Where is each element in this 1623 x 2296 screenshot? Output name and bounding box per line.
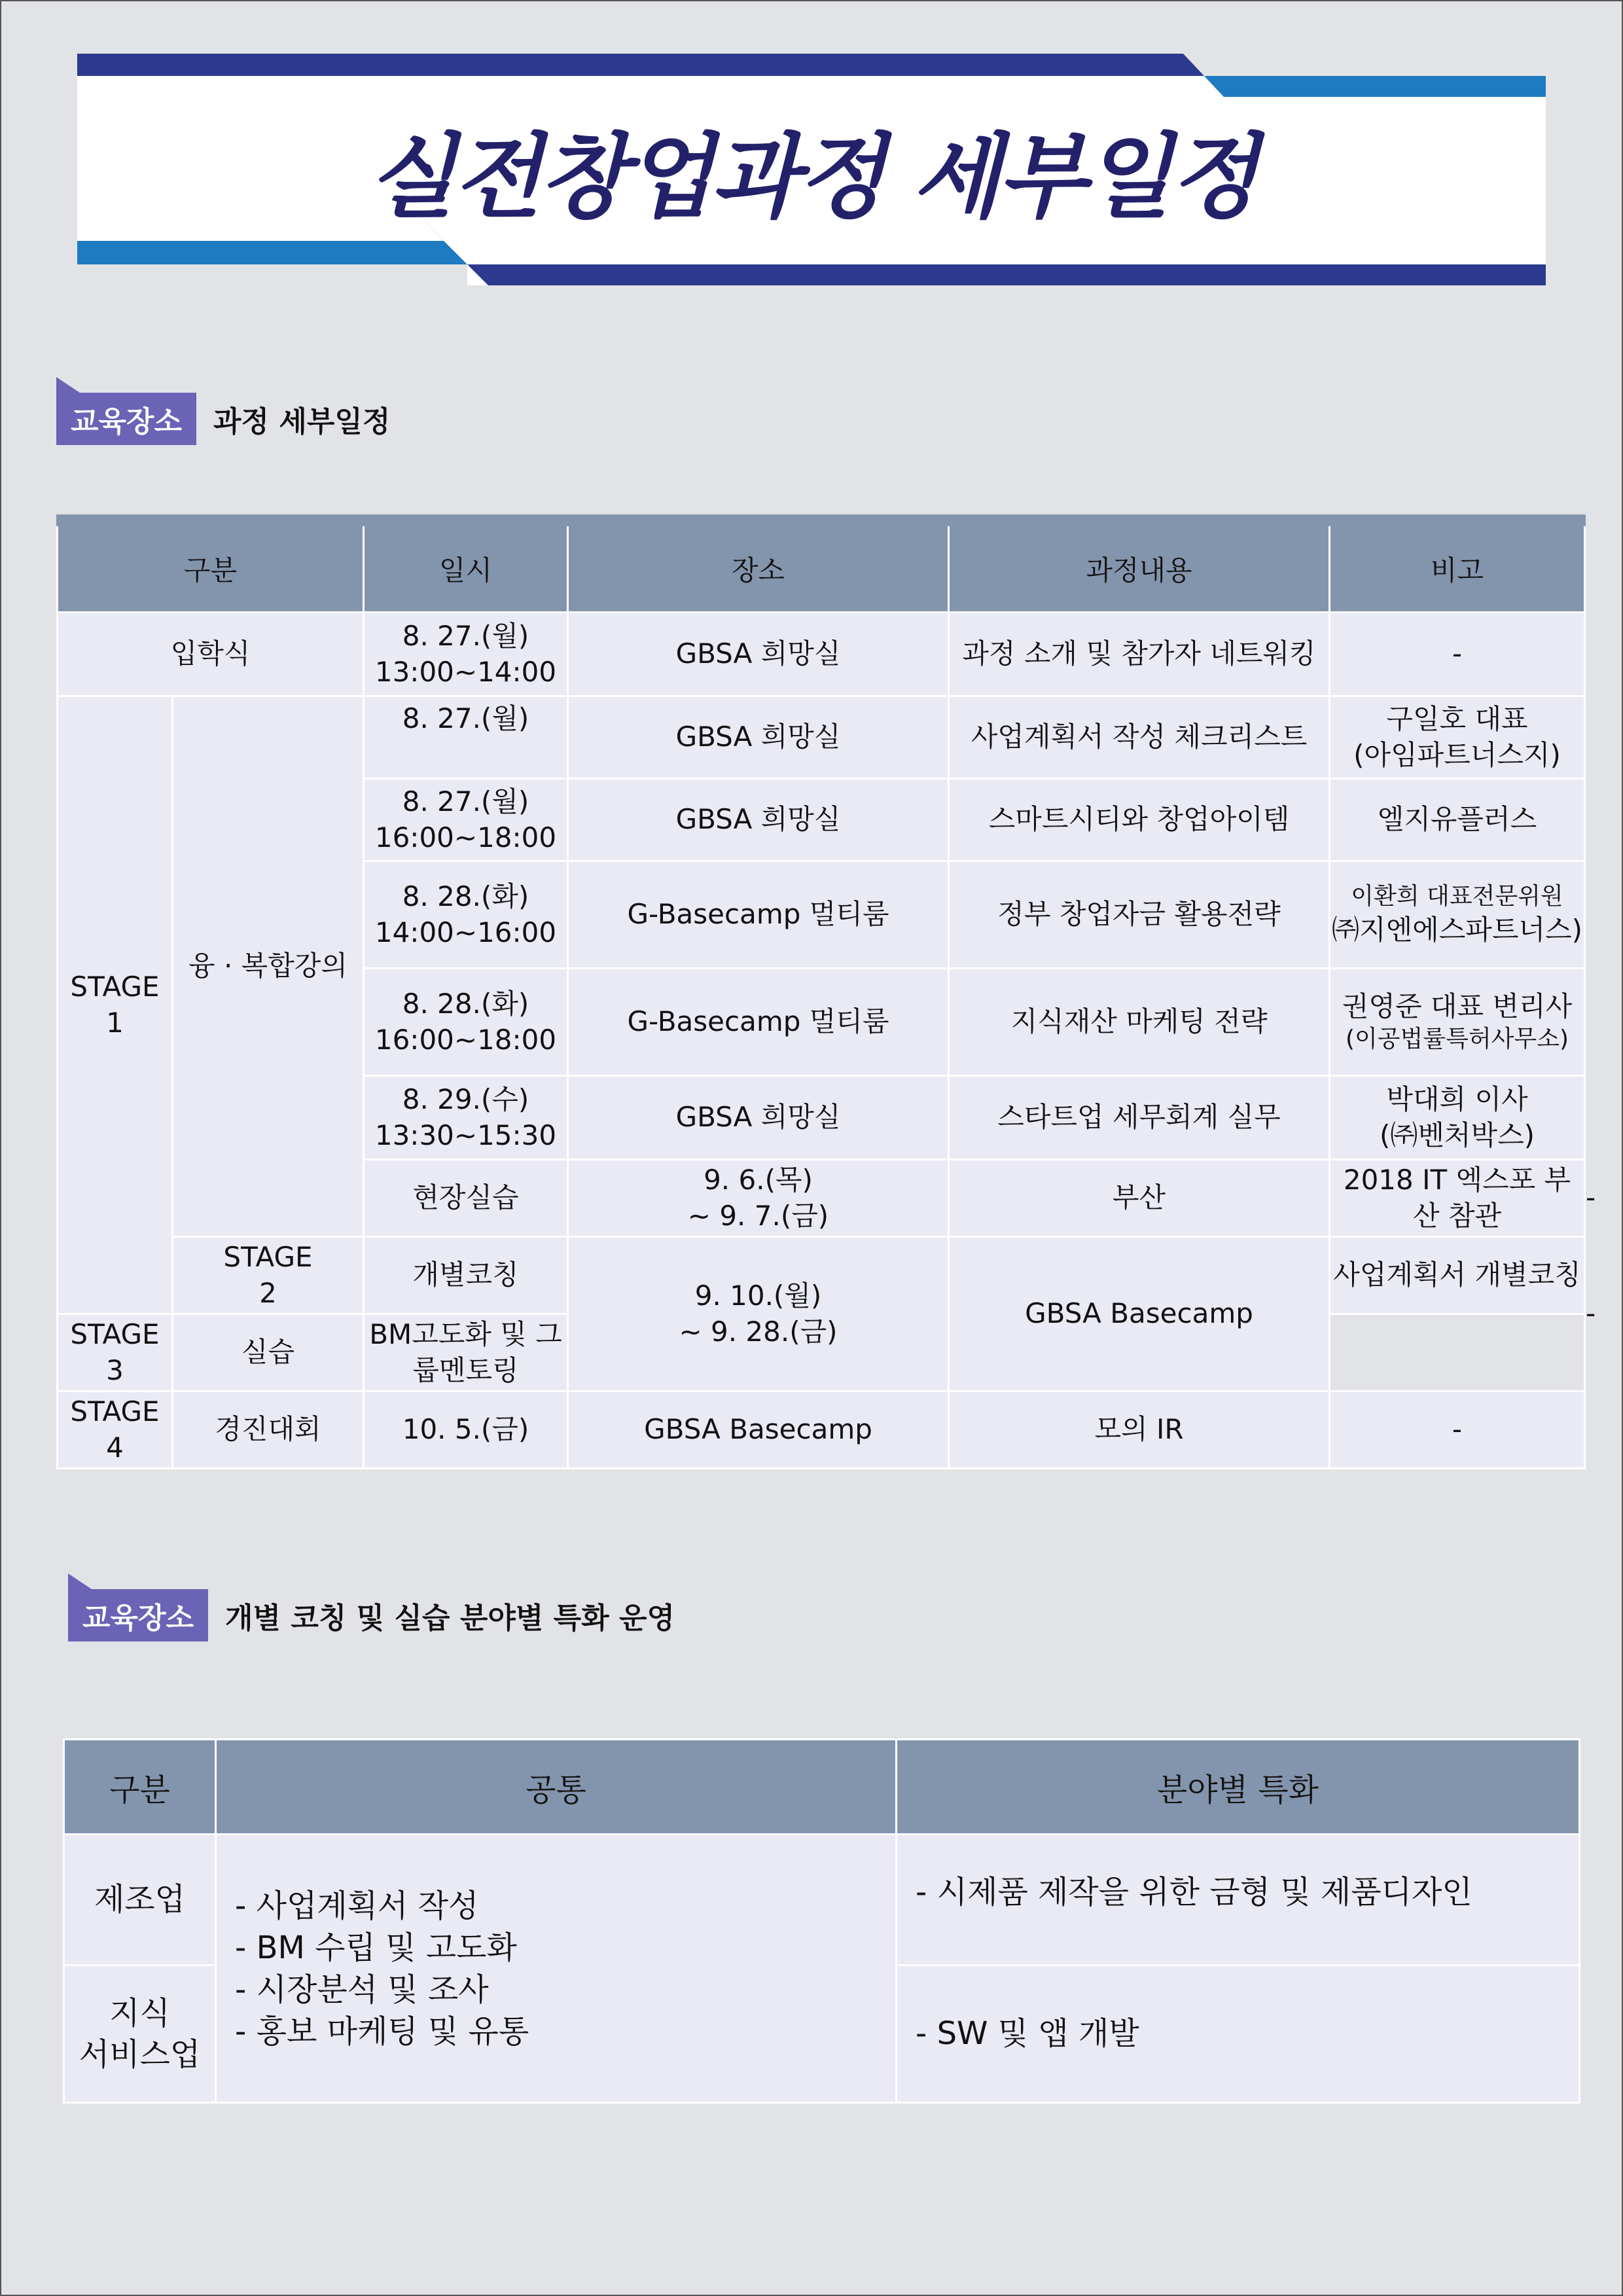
row-category: 지식 서비스업: [64, 1965, 216, 2103]
row-datetime: 8. 28.(화) 14:00~16:00: [364, 861, 568, 969]
row-content: 과정 소개 및 참가자 네트워킹: [949, 613, 1330, 696]
stage-1-label: STAGE 1: [58, 696, 173, 1314]
common-items: - 사업계획서 작성 - BM 수립 및 고도화 - 시장분석 및 조사 - 홍보 마케팅 및 유통: [216, 1835, 897, 2103]
row-note: 이환희 대표전문위원 ㈜지엔에스파트너스): [1330, 861, 1585, 969]
row-note: -: [1330, 1391, 1585, 1469]
section2-subtitle: 개별 코칭 및 실습 분야별 특화 운영: [225, 1602, 675, 1635]
row-place: GBSA 희망실: [568, 696, 949, 779]
row-content: 사업계획서 개별코칭: [1330, 1237, 1585, 1314]
row-note: 구일호 대표 (아임파트너스지): [1330, 696, 1585, 779]
row-place: G-Basecamp 멀티룸: [568, 969, 949, 1076]
row-content: 2018 IT 엑스포 부산 참관: [1330, 1160, 1585, 1237]
row-place: GBSA Basecamp: [949, 1237, 1330, 1391]
section1-heading: [56, 393, 390, 445]
row-category: 제조업: [64, 1835, 216, 1965]
table-row: [58, 613, 1585, 696]
row-place: GBSA 희망실: [568, 779, 949, 861]
row-content: 사업계획서 작성 체크리스트: [949, 696, 1330, 779]
section1-subtitle: 과정 세부일정: [213, 405, 391, 439]
table-row: 현장실습 9. 6.(목) ~ 9. 7.(금) 부산 2018 IT 엑스포 부산 참관 -: [58, 1160, 1585, 1237]
row-content: 스마트시티와 창업아이템: [949, 779, 1330, 861]
title-banner: [77, 54, 1546, 285]
stage-3-label: STAGE 3: [58, 1314, 173, 1391]
header-special: 분야별 특화: [897, 1740, 1580, 1835]
row-category: 입학식: [58, 613, 364, 696]
stage-4-label: STAGE 4: [58, 1391, 173, 1469]
table-row: STAGE 2 개별코칭 9. 10.(월) ~ 9. 28.(금) GBSA Basecamp 사업계획서 개별코칭 -: [58, 1237, 1585, 1314]
header-category: 구분: [64, 1740, 216, 1835]
row-content: 정부 창업자금 활용전략: [949, 861, 1330, 969]
section2-tag: 교육장소: [68, 1589, 208, 1641]
specialization-header-row: [64, 1740, 1580, 1835]
stage-2-label: STAGE 2: [173, 1237, 364, 1314]
row-special: - SW 및 앱 개발: [897, 1965, 1580, 2103]
header-category: 구분: [58, 520, 364, 613]
row-content: BM고도화 및 그룹멘토링: [364, 1314, 568, 1391]
row-datetime: 9. 10.(월) ~ 9. 28.(금): [568, 1237, 949, 1391]
page-title: 실전창업과정 세부일정: [367, 124, 1256, 231]
row-content: 스타트업 세무회계 실무: [949, 1076, 1330, 1160]
schedule-table: [56, 514, 1596, 1469]
row-content: 모의 IR: [949, 1391, 1330, 1469]
row-place: 부산: [949, 1160, 1330, 1237]
row-datetime: 8. 27.(월): [364, 696, 568, 779]
table-row: [58, 696, 1585, 779]
section2-heading: [68, 1589, 675, 1641]
row-content: 지식재산 마케팅 전략: [949, 969, 1330, 1076]
row-datetime: 9. 6.(목) ~ 9. 7.(금): [568, 1160, 949, 1237]
section1-tag: 교육장소: [56, 393, 196, 445]
row-datetime: 8. 29.(수) 13:30~15:30: [364, 1076, 568, 1160]
row-datetime: 8. 27.(월) 13:00~14:00: [364, 613, 568, 696]
header-datetime: 일시: [364, 520, 568, 613]
row-datetime: 8. 27.(월) 16:00~18:00: [364, 779, 568, 861]
schedule-header-row: [58, 520, 1585, 613]
row-place: G-Basecamp 멀티룸: [568, 861, 949, 969]
lecture-category: 융 · 복합강의: [173, 696, 364, 1237]
row-note: 엘지유플러스: [1330, 779, 1585, 861]
row-place: GBSA Basecamp: [568, 1391, 949, 1469]
header-common: 공통: [216, 1740, 897, 1835]
row-note: 권영준 대표 변리사 (이공법률특허사무소): [1330, 969, 1585, 1076]
row-category: 개별코칭: [364, 1237, 568, 1314]
row-place: GBSA 희망실: [568, 613, 949, 696]
header-note: 비고: [1330, 520, 1585, 613]
row-note: 박대희 이사 (㈜벤처박스): [1330, 1076, 1585, 1160]
row-place: GBSA 희망실: [568, 1076, 949, 1160]
table-row: [64, 1835, 1580, 1965]
header-place: 장소: [568, 520, 949, 613]
header-content: 과정내용: [949, 520, 1330, 613]
table-row: [58, 1391, 1585, 1469]
row-note: -: [1330, 613, 1585, 696]
row-category: 현장실습: [364, 1160, 568, 1237]
row-special: - 시제품 제작을 위한 금형 및 제품디자인: [897, 1835, 1580, 1965]
row-datetime: 10. 5.(금): [364, 1391, 568, 1469]
row-datetime: 8. 28.(화) 16:00~18:00: [364, 969, 568, 1076]
row-category: 실습: [173, 1314, 364, 1391]
specialization-table: [63, 1738, 1580, 2104]
row-category: 경진대회: [173, 1391, 364, 1469]
